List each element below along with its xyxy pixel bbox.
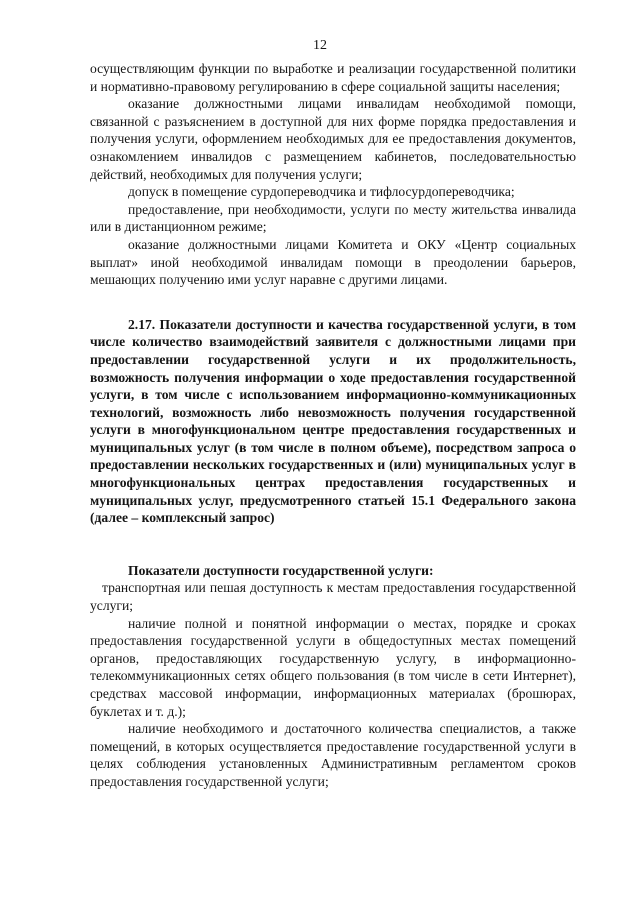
page-number: 12: [313, 38, 327, 53]
paragraph: наличие необходимого и достаточного количества специалистов, а также помещений, в которых осуществляется предоставление государственной услуги в целях соблюдения установленных Административным регламентом сроков предоставления государственной услуги;: [90, 721, 576, 789]
subheading: Показатели доступности государственной услуги:: [128, 562, 434, 578]
spacer: [90, 289, 576, 316]
paragraph: допуск в помещение сурдопереводчика и тифлосурдопереводчика;: [128, 184, 515, 200]
document-body: [90, 60, 576, 791]
paragraph: наличие полной и понятной информации о местах, порядке и сроках предоставления государственной услуги в общедоступных местах помещений органов, предоставляющих государственную услугу, в информационно-телекоммуникационных сетях общего пользования (в том числе в сети Интернет), средствах массовой информации, информационных материалах (брошюрах, буклетах и т. д.);: [90, 615, 576, 719]
paragraph: транспортная или пешая доступность к местам предоставления государственной услуги;: [90, 580, 576, 614]
paragraph: осуществляющим функции по выработке и реализации государственной политики и нормативно-правовому регулированию в сфере социальной защиты населения;: [90, 61, 576, 94]
spacer: [90, 527, 576, 562]
paragraph: предоставление, при необходимости, услуги по месту жительства инвалида или в дистанционном режиме;: [90, 201, 576, 235]
paragraph: оказание должностными лицами Комитета и ОКУ «Центр социальных выплат» иной необходимой инвалидам помощи в преодолении барьеров, мешающих получению ими услуг наравне с другими лицами.: [90, 236, 576, 288]
section-heading: 2.17. Показатели доступности и качества государственной услуги, в том числе количество взаимодействий заявителя с должностными лицами при предоставлении государственной услуги и их продолжительность, возможность получения информации о ходе предоставления государственной услуги, в том числе с использованием информационно-коммуникационных технологий, возможность либо невозможность получения государственной услуги в многофункциональном центре предоставления государственных и муниципальных услуг (в том числе в полном объеме), посредством запроса о предоставлении нескольких государственных и (или) муниципальных услуг в многофункциональных центрах предоставления государственных и муниципальных услуг, предусмотренного статьей 15.1 Федерального закона (далее – комплексный запрос): [90, 316, 576, 526]
paragraph: оказание должностными лицами инвалидам необходимой помощи, связанной с разъяснением в доступной для них форме порядка предоставления и получения услуги, оформлением необходимых для ее предоставления документов, ознакомлением инвалидов с размещением кабинетов, последовательностью действий, необходимых для получения услуги;: [90, 96, 576, 182]
